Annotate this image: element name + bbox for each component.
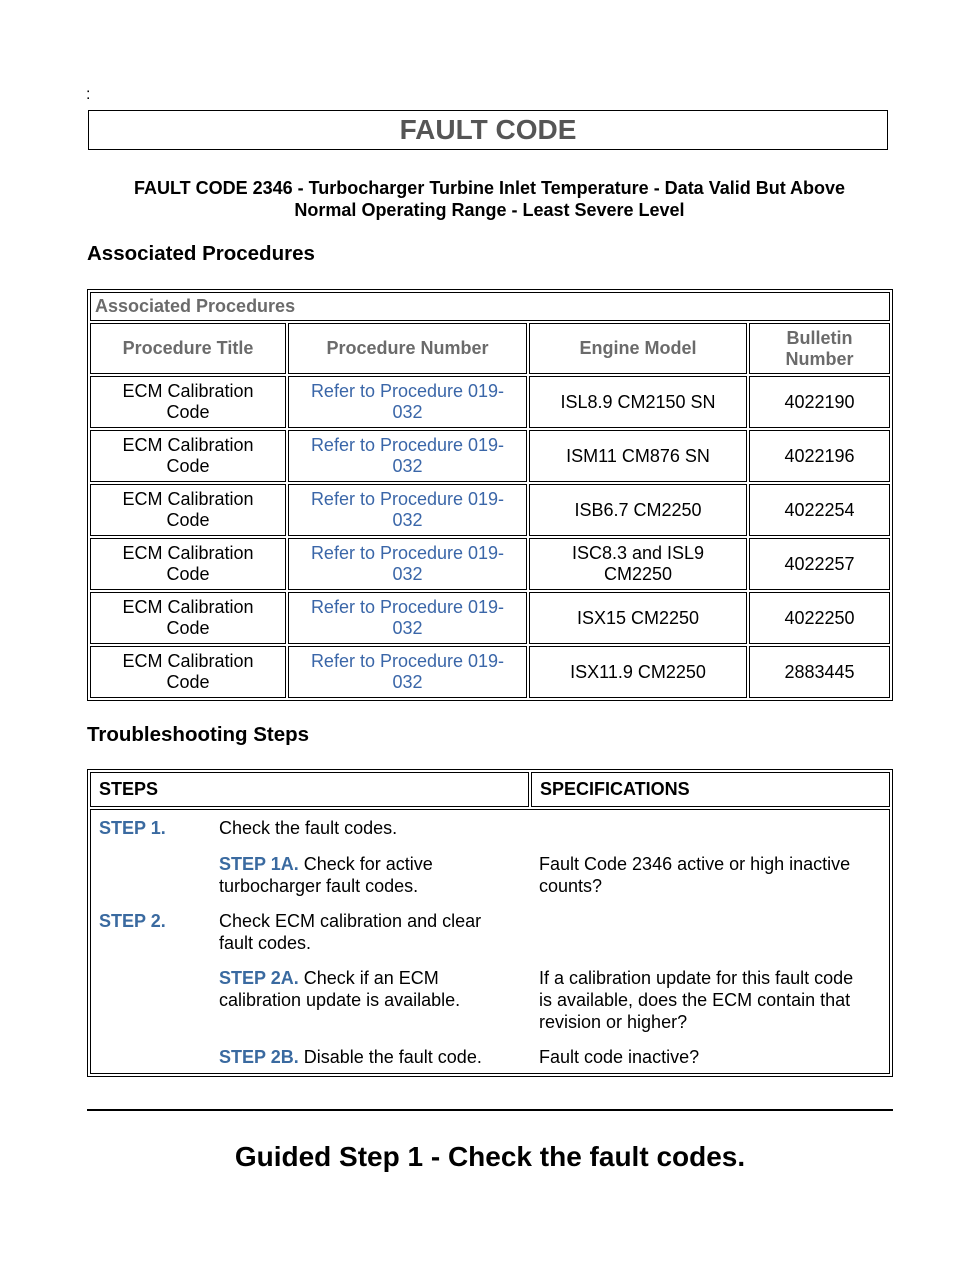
step-1-text: Check the fault codes.	[219, 818, 398, 838]
associated-procedures-table	[87, 289, 893, 701]
step-1a-spec: Fault Code 2346 active or high inactive counts?	[539, 854, 851, 896]
engine-model-cell: ISX15 CM2250	[529, 592, 747, 644]
col-engine-model: Engine Model	[529, 323, 747, 374]
step-2a-text: STEP 2A. Check if an ECM calibration update is available.	[219, 968, 461, 1010]
procedure-title-cell: ECM Calibration Code	[90, 538, 286, 590]
step-1-link[interactable]: STEP 1.	[99, 818, 166, 838]
specifications-column-header: SPECIFICATIONS	[531, 772, 890, 807]
step-2b-link[interactable]: STEP 2B	[219, 1047, 294, 1067]
step-2-text: Check ECM calibration and clear fault codes.	[219, 911, 482, 953]
engine-model-cell: ISL8.9 CM2150 SN	[529, 376, 747, 428]
step-2a-link[interactable]: STEP 2A	[219, 968, 294, 988]
troubleshooting-steps-heading: Troubleshooting Steps	[87, 723, 310, 746]
table-row	[90, 538, 890, 590]
fault-code-subtitle	[88, 177, 891, 221]
banner-title: FAULT CODE	[399, 114, 577, 145]
table-row	[90, 592, 890, 644]
procedure-link[interactable]: Refer to Procedure 019- 032	[288, 430, 527, 482]
table-row	[90, 646, 890, 698]
procedure-link[interactable]: Refer to Procedure 019- 032	[288, 538, 527, 590]
bulletin-cell: 4022254	[749, 484, 890, 536]
step-2a-spec: If a calibration update for this fault code is available, does the ECM contain that revision or higher?	[539, 968, 854, 1032]
table-row	[90, 376, 890, 428]
procedure-title-cell: ECM Calibration Code	[90, 646, 286, 698]
colon-mark: :	[86, 86, 91, 103]
procedure-link[interactable]: Refer to Procedure 019- 032	[288, 484, 527, 536]
procedure-link[interactable]: Refer to Procedure 019- 032	[288, 646, 527, 698]
procedure-title-cell: ECM Calibration Code	[90, 592, 286, 644]
table-caption: Associated Procedures	[90, 292, 890, 321]
bulletin-cell: 2883445	[749, 646, 890, 698]
col-procedure-number: Procedure Number	[288, 323, 527, 374]
subtitle-line-1: FAULT CODE 2346 - Turbocharger Turbine Inlet Temperature - Data Valid But Above	[133, 178, 846, 198]
step-2-link[interactable]: STEP 2.	[99, 911, 166, 931]
bulletin-cell: 4022190	[749, 376, 890, 428]
table-row	[90, 430, 890, 482]
table-row	[90, 484, 890, 536]
procedure-title-cell: ECM Calibration Code	[90, 484, 286, 536]
engine-model-cell: ISX11.9 CM2250	[529, 646, 747, 698]
associated-procedures-heading: Associated Procedures	[87, 242, 315, 265]
procedure-title-cell: ECM Calibration Code	[90, 376, 286, 428]
bulletin-cell: 4022196	[749, 430, 890, 482]
bulletin-header-line-1: Bulletin	[786, 327, 853, 348]
bulletin-header-line-2: Number	[785, 348, 854, 369]
step-1a-text: STEP 1A. Check for active turbocharger fault codes.	[219, 854, 433, 896]
engine-model-cell: ISC8.3 and ISL9 CM2250	[529, 538, 747, 590]
engine-model-cell: ISM11 CM876 SN	[529, 430, 747, 482]
step-1a-link[interactable]: STEP 1A.	[219, 854, 299, 874]
steps-column-header: STEPS	[90, 772, 529, 807]
bulletin-cell: 4022257	[749, 538, 890, 590]
procedure-link[interactable]: Refer to Procedure 019- 032	[288, 376, 527, 428]
step-2b-spec: Fault code inactive?	[539, 1047, 700, 1067]
fault-code-banner	[88, 110, 888, 150]
engine-model-cell: ISB6.7 CM2250	[529, 484, 747, 536]
col-procedure-title: Procedure Title	[90, 323, 286, 374]
step-2b-text: STEP 2B. Disable the fault code.	[219, 1047, 482, 1067]
subtitle-line-2: Normal Operating Range - Least Severe Level	[294, 200, 685, 220]
col-bulletin-number	[749, 323, 890, 374]
section-divider	[87, 1109, 893, 1111]
guided-step-title: Guided Step 1 - Check the fault codes.	[234, 1141, 746, 1172]
procedure-title-cell: ECM Calibration Code	[90, 430, 286, 482]
procedure-link[interactable]: Refer to Procedure 019- 032	[288, 592, 527, 644]
troubleshooting-table	[87, 769, 893, 1077]
steps-body	[90, 809, 890, 1074]
bulletin-cell: 4022250	[749, 592, 890, 644]
